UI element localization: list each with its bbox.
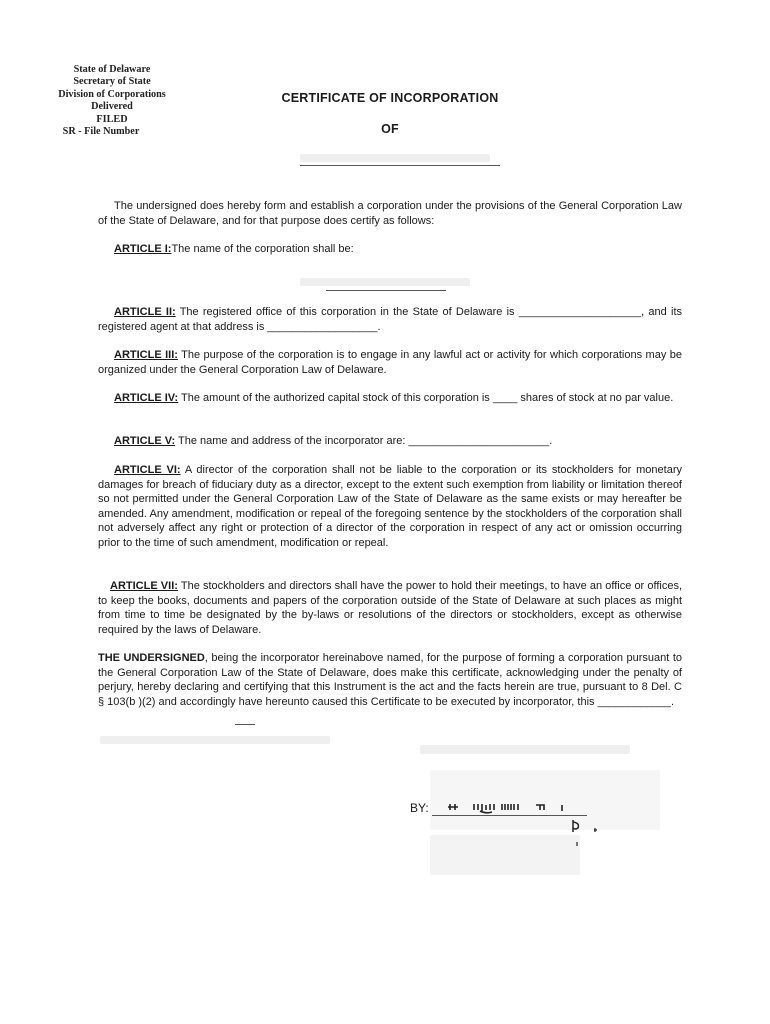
signature-flourish (568, 818, 608, 848)
ghost-text-mark (420, 745, 630, 754)
intro-text: The undersigned does hereby form and establish a corporation under the provisions of the General Corporation Law of the State of Delaware, and for that purpose does certify as follows: (98, 200, 682, 227)
article-5 (98, 434, 682, 449)
article-7 (98, 579, 682, 637)
corporation-name-line-2 (326, 290, 446, 291)
ghost-text-mark (300, 278, 470, 286)
stamp-line: Division of Corporations (58, 88, 166, 100)
article-2-text-b: , and its registered agent at that address is (98, 306, 683, 333)
closing-paragraph (98, 651, 682, 709)
article-4-text-b: shares of stock at no par value. (520, 392, 674, 404)
intro-paragraph (98, 199, 682, 228)
article-7-label: ARTICLE VII: (110, 580, 178, 592)
article-6 (98, 463, 682, 551)
article-3 (98, 348, 682, 377)
article-2 (98, 305, 682, 334)
ghost-text-mark (100, 736, 330, 744)
article-5-text: The name and address of the incorporator are: (177, 435, 406, 447)
stamp-line: Secretary of State (73, 76, 151, 88)
shares-blank[interactable]: ____ (492, 392, 518, 404)
article-3-text: The purpose of the corporation is to engage in any lawful act or activity for which corporations may be organized under the General Corporation Law of Delaware. (98, 349, 682, 376)
stamp-line: FILED (96, 113, 128, 125)
closing-label: THE UNDERSIGNED (98, 652, 205, 664)
article-7-text: The stockholders and directors shall have the power to hold their meetings, to have an office or offices, to keep the books, documents and papers of the corporation outside of the State of Delaware at such places as might from time to time be designated by the by-laws or resolutions of the directors or stockholders, except as otherwise required by the laws of Delaware. (98, 580, 683, 636)
article-5-label: ARTICLE V: (114, 435, 176, 447)
article-1 (98, 242, 682, 257)
signature-by-label: BY: (410, 801, 429, 815)
document-title: CERTIFICATE OF INCORPORATION (281, 91, 499, 105)
article-2-label: ARTICLE II: (114, 306, 176, 318)
period: . (549, 435, 553, 447)
underline-mark (235, 724, 255, 725)
article-6-text: A director of the corporation shall not be liable to the corporation or its stockholders for monetary damages for breach of fiduciary duty as a director, except to the extent such exemption from liability or limitation thereof so not permitted under the General Corporation Law of the State of Delaware as the same exists or may hereafter be amended. Any amendment, modification or repeal of the foregoing sentence by the stockholders of the corporation shall not adversely affect any right or protection of a director of the corporation in respect of any act or omission occurring prior to the time of such amendment, modification or repeal. (98, 464, 682, 549)
period: . (671, 695, 675, 708)
article-1-label: ARTICLE I: (114, 243, 172, 255)
article-2-text-a: The registered office of this corporation in the State of Delaware is (179, 306, 515, 318)
stamp-line: State of Delaware (73, 64, 151, 75)
stamp-line: Delivered (91, 101, 133, 113)
ghost-text-mark (300, 154, 490, 162)
document-title-of: OF (381, 122, 399, 136)
article-4-text-a: The amount of the authorized capital stock of this corporation is (181, 392, 490, 404)
article-4 (98, 391, 682, 406)
article-6-label: ARTICLE VI: (114, 464, 181, 476)
article-3-label: ARTICLE III: (114, 349, 178, 361)
closing-text: , being the incorporator hereinabove named, for the purpose of forming a corporation pursuant to the General Corporation Law of the State of Delaware, does make this certificate, acknowledging under the penalty of perjury, hereby declaring and certifying that this Instrument is the act and the facts herein are true, pursuant to 8 Del. C § 103(b )(2) and accordingly have hereunto caused this Certificate to be executed by incorporator, this (98, 652, 682, 708)
incorporator-blank[interactable]: _______________________ (408, 435, 550, 447)
execution-date-blank[interactable]: ____________ (597, 695, 671, 708)
registered-office-blank[interactable]: ____________________ (518, 306, 642, 318)
article-1-text: The name of the corporation shall be: (171, 243, 354, 255)
registered-agent-blank[interactable]: __________________ (267, 320, 378, 333)
corporation-name-line (300, 165, 500, 166)
period: . (377, 320, 381, 333)
ghost-text-mark (430, 835, 580, 875)
article-4-label: ARTICLE IV: (114, 392, 179, 404)
filing-stamp (52, 64, 172, 138)
stamp-line: SR - File Number (62, 126, 140, 138)
